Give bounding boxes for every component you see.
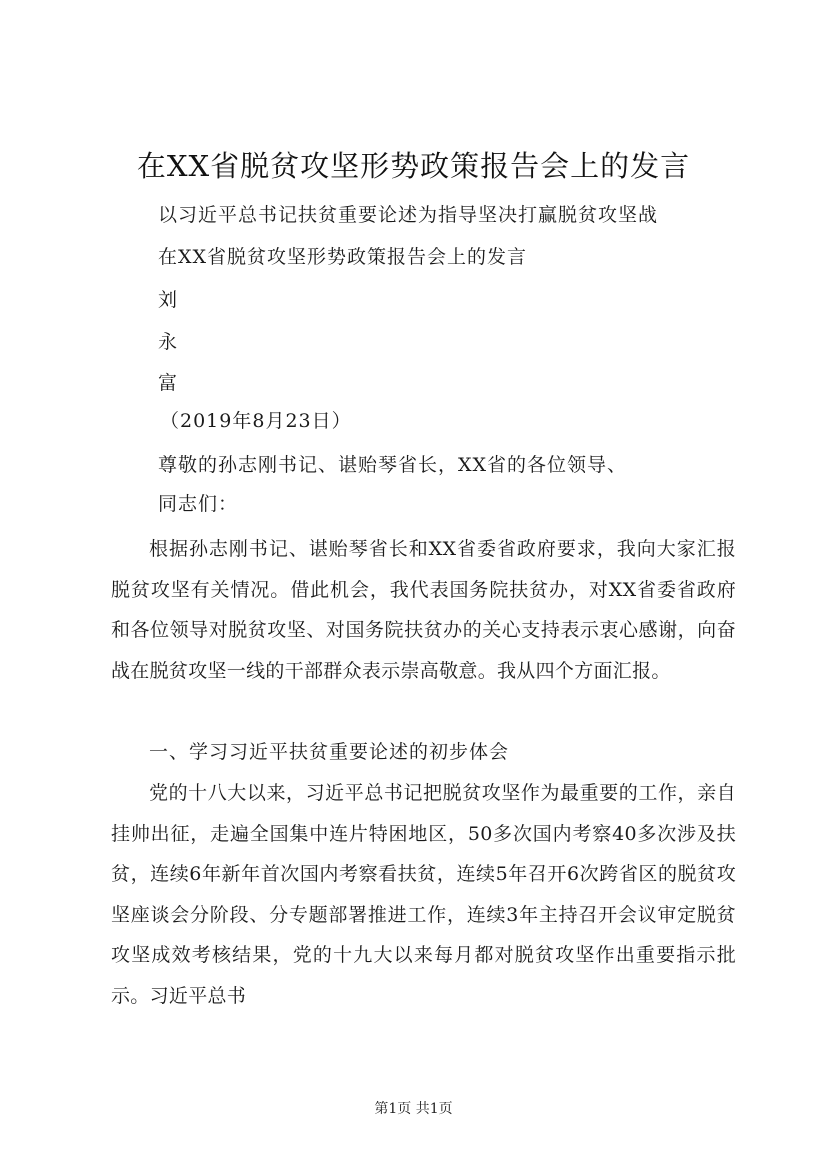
author-name-char-1: 刘: [158, 289, 179, 311]
author-name-char-3: 富: [158, 372, 179, 394]
speech-occasion-line: 在XX省脱贫攻坚形势政策报告会上的发言: [158, 246, 528, 268]
greeting-line: 尊敬的孙志刚书记、谌贻琴省长，XX省的各位领导、: [158, 454, 628, 476]
document-subtitle: 以习近平总书记扶贫重要论述为指导坚决打赢脱贫攻坚战: [158, 204, 659, 226]
body-paragraph-2: 党的十八大以来，习近平总书记把脱贫攻坚作为最重要的工作，亲自挂帅出征，走遍全国集中连片特困地区，50多次国内考察40多次涉及扶贫，连续6年新年首次国内考察看扶贫，连续5年召开6次跨省区的脱贫攻坚座谈会分阶段、分专题部署推进工作，连续3年主持召开会议审定脱贫攻坚成效考核结果，党的十九大以来每月都对脱贫攻坚作出重要指示批示。习近平总书: [111, 782, 736, 1007]
section-heading-1: 一、学习习近平扶贫重要论述的初步体会: [149, 741, 510, 763]
greeting-line-2: 同志们：: [158, 493, 239, 515]
body-paragraph-1: 根据孙志刚书记、谌贻琴省长和XX省委省政府要求，我向大家汇报脱贫攻坚有关情况。借此机会，我代表国务院扶贫办，对XX省委省政府和各位领导对脱贫攻坚、对国务院扶贫办的关心支持表示衷心感谢，向奋战在脱贫攻坚一线的干部群众表示崇高敬意。我从四个方面汇报。: [111, 538, 736, 682]
document-title: 在XX省脱贫攻坚形势政策报告会上的发言: [136, 149, 691, 183]
speech-date: （2019年8月23日）: [160, 410, 352, 432]
page-number-footer: 第1页 共1页: [374, 1101, 453, 1117]
author-name-char-2: 永: [158, 331, 179, 353]
